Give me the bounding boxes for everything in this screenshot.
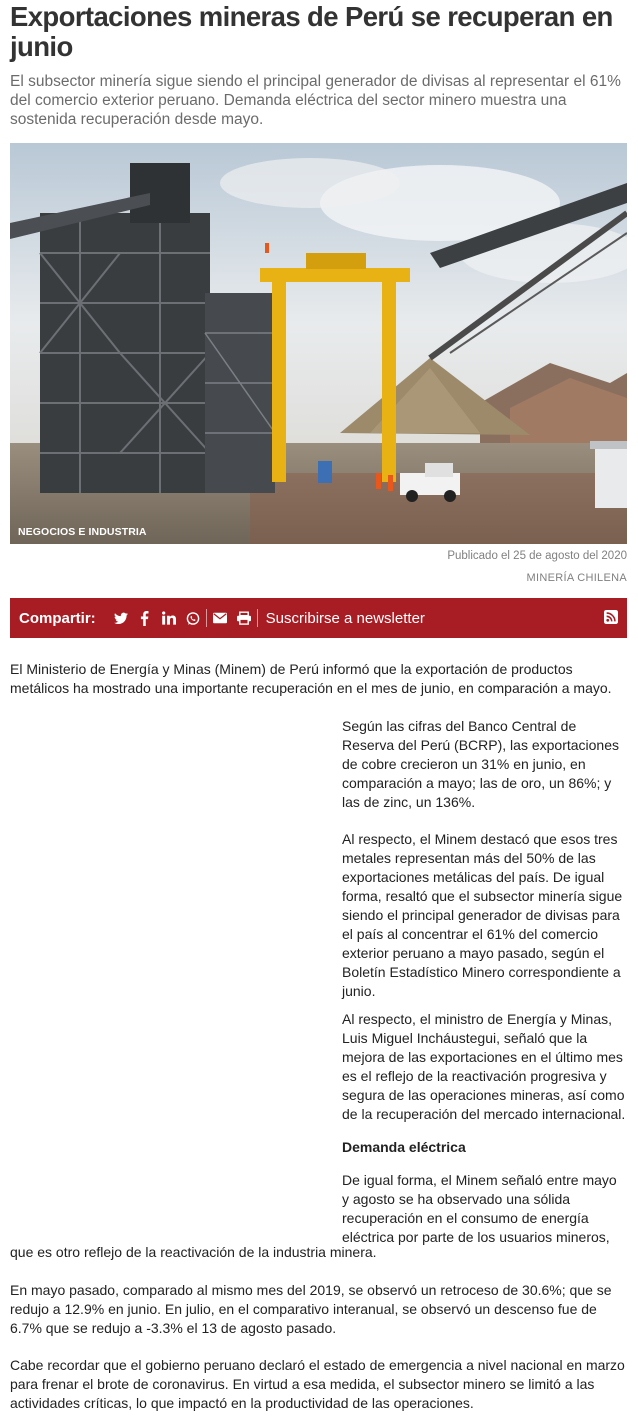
section-heading-demanda: Demanda eléctrica <box>342 1139 466 1155</box>
share-label: Compartir: <box>19 609 96 627</box>
share-bar <box>10 598 627 638</box>
newsletter-link[interactable]: Suscribirse a newsletter <box>265 609 425 627</box>
paragraph-bcrp: Según las cifras del Banco Central de Reserva del Perú (BCRP), las exportaciones de cobre crecieron un 31% en junio, en comparación a mayo; las de oro, un 86%; y las de zinc, un 136%. <box>342 718 620 810</box>
twitter-icon[interactable] <box>114 610 128 626</box>
paragraph-demand-a: De igual forma, el Minem señaló entre mayo y agosto se ha observado una sólida recuperación en el consumo de energía eléctrica por parte de los usuarios mineros, <box>342 1172 617 1245</box>
image-category-label[interactable]: NEGOCIOS E INDUSTRIA <box>18 526 147 538</box>
email-icon[interactable] <box>213 610 227 626</box>
whatsapp-icon[interactable] <box>186 610 200 626</box>
rss-icon[interactable] <box>604 610 618 624</box>
article-source: MINERÍA CHILENA <box>526 572 627 584</box>
linkedin-icon[interactable] <box>162 610 176 626</box>
share-actions <box>213 610 251 626</box>
paragraph-demand-b: que es otro reflejo de la reactivación de la industria minera. <box>10 1244 377 1260</box>
hero-image[interactable] <box>10 143 627 544</box>
print-icon[interactable] <box>237 610 251 626</box>
paragraph-may: En mayo pasado, comparado al mismo mes del 2019, se observó un retroceso de 30.6%; que se redujo a 12.9% en junio. En julio, en el comparativo interanual, se observó un descenso fue de 6.7% que se redujo a -3.3% el 13 de agosto pasado. <box>10 1282 612 1336</box>
divider <box>257 609 258 627</box>
divider <box>206 609 207 627</box>
paragraph-metals: Al respecto, el Minem destacó que esos tres metales representan más del 50% de las exportaciones metálicas del país. De igual forma, resaltó que el subsector minería sigue siendo el principal generador de divisas para el país al concentrar el 61% del comercio exterior peruano a mayo pasado, según el Boletín Estadístico Minero correspondiente a junio. <box>342 831 623 999</box>
paragraph-minister: Al respecto, el ministro de Energía y Minas, Luis Miguel Incháustegui, señaló que la mejora de las exportaciones en el último mes es el reflejo de la reactivación progresiva y segura de las operaciones mineras, así como de la recuperación del mercado internacional. <box>342 1011 626 1122</box>
share-icons <box>114 610 200 626</box>
article-title: Exportaciones mineras de Perú se recuperan en junio <box>10 1 613 62</box>
paragraph-emergency: Cabe recordar que el gobierno peruano declaró el estado de emergencia a nivel nacional en marzo para frenar el brote de coronavirus. En virtud a esa medida, el subsector minero se limitó a las actividades críticas, lo que impactó en la productividad de las operaciones. <box>10 1357 625 1411</box>
facebook-icon[interactable] <box>138 610 152 626</box>
article-subtitle: El subsector minería sigue siendo el principal generador de divisas al representar el 61% del comercio exterior peruano. Demanda eléctrica del sector minero muestra una sostenida recuperación desde mayo. <box>10 73 621 128</box>
published-date: Publicado el 25 de agosto del 2020 <box>447 550 627 562</box>
paragraph-intro: El Ministerio de Energía y Minas (Minem) de Perú informó que la exportación de productos metálicos ha mostrado una importante recuperación en el mes de junio, en comparación a mayo. <box>10 661 612 696</box>
mining-plant-illustration <box>10 143 627 544</box>
